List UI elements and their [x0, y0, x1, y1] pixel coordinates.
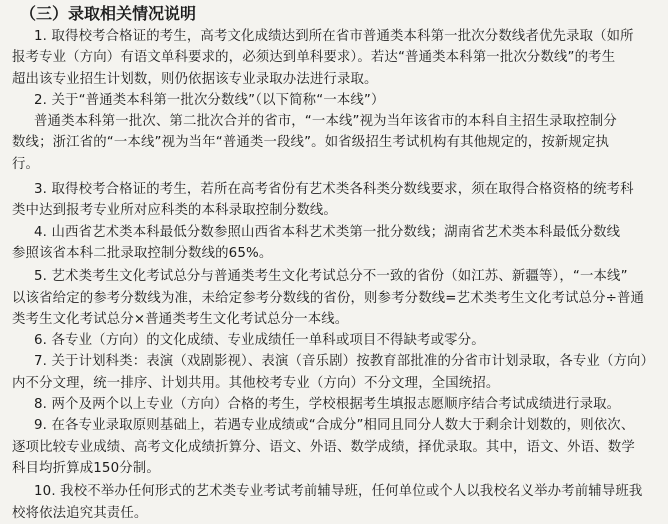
- paragraph-line: 以该省给定的参考分数线为准，未给定参考分数线的省份，则参考分数线=艺术类考生文化考试总分÷普通: [12, 290, 645, 306]
- paragraph-line: 校将依法追究其责任。: [12, 505, 148, 521]
- paragraph-item-6: [8, 330, 660, 351]
- paragraph-item-2: [8, 90, 660, 111]
- paragraph-line: 内不分文理，统一排序、计划共用。其他校考专业（方向）不分文理，全国统招。: [12, 375, 500, 391]
- paragraph-line: 参照该省本科二批录取控制分数线的65%。: [12, 245, 273, 261]
- paragraph-item-10: [8, 481, 660, 524]
- paragraph-line: 10. 我校不举办任何形式的艺术类专业考试考前辅导班，任何单位或个人以我校名义举办考前辅导班我: [34, 484, 643, 500]
- paragraph-line: 4. 山西省艺术类本科最低分数参照山西省本科艺术类第一批分数线；湖南省艺术类本科最低分数线: [34, 224, 621, 240]
- paragraph-line: 超出该专业招生计划数，则仍依据该专业录取办法进行录取。: [12, 71, 378, 87]
- paragraph-item-4: [8, 222, 660, 265]
- paragraph-line: 1. 取得校考合格证的考生，高考文化成绩达到所在省市普通类本科第一批次分数线者优先录取（如所: [34, 29, 634, 44]
- paragraph-item-8: [8, 394, 660, 415]
- paragraph-item-5: [8, 266, 660, 330]
- paragraph-line: 数线；浙江省的“一本线”视为当年“普通类一段线”。如省级招生考试机构有其他规定的，按新规定执: [12, 135, 610, 151]
- section-heading: （三）录取相关情况说明: [20, 4, 197, 23]
- paragraph-line: 科目均折算成150分制。: [12, 460, 160, 476]
- paragraph-line: 类中达到报考专业所对应科类的本科录取控制分数线。: [12, 203, 337, 219]
- paragraph-line: 3. 取得校考合格证的考生，若所在高考省份有艺术类各科类分数线要求，须在取得合格资格的统考科: [34, 182, 634, 198]
- paragraph-item-1: [8, 26, 660, 90]
- paragraph-line: 报考专业（方向）有语文单科要求的，必须达到单科要求）。若达“普通类本科第一批次分数线”的考生: [12, 50, 616, 66]
- paragraph-item-9: [8, 415, 660, 479]
- paragraph-line: 5. 艺术类考生文化考试总分与普通类考生文化考试总分不一致的省份（如江苏、新疆等），“一本线”: [34, 269, 628, 285]
- paragraph-line: 8. 两个及两个以上专业（方向）合格的考生，学校根据考生填报志愿顺序结合考试成绩进行录取。: [34, 397, 621, 413]
- paragraph-line: 类考生文化考试总分×普通类考生文化考试总分一本线。: [12, 311, 349, 327]
- paragraph-item-2-detail: [8, 111, 660, 175]
- paragraph-line: 7. 关于计划科类：表演（戏剧影视）、表演（音乐剧）按教育部批准的分省市计划录取，各专业（方向）: [34, 354, 655, 370]
- paragraph-line: 行。: [12, 156, 40, 172]
- paragraph-line: 普通类本科第一批次、第二批次合并的省市，“一本线”视为当年该省市的本科自主招生录取控制分: [34, 114, 617, 130]
- paragraph-line: 逐项比较专业成绩、高考文化成绩折算分、语文、外语、数学成绩，择优录取。其中，语文、外语、数学: [12, 439, 635, 455]
- paragraph-line: 2. 关于“普通类本科第一批次分数线”（以下简称“一本线”）: [34, 92, 385, 108]
- paragraph-line: 9. 在各专业录取原则基础上，若遇专业成绩或“合成分”相同且同分人数大于剩余计划数的，则依次、: [34, 418, 635, 434]
- paragraph-line: 6. 各专业（方向）的文化成绩、专业成绩任一单科或项目不得缺考或零分。: [34, 333, 485, 349]
- paragraph-item-7: [8, 351, 660, 394]
- paragraph-item-3: [8, 179, 660, 222]
